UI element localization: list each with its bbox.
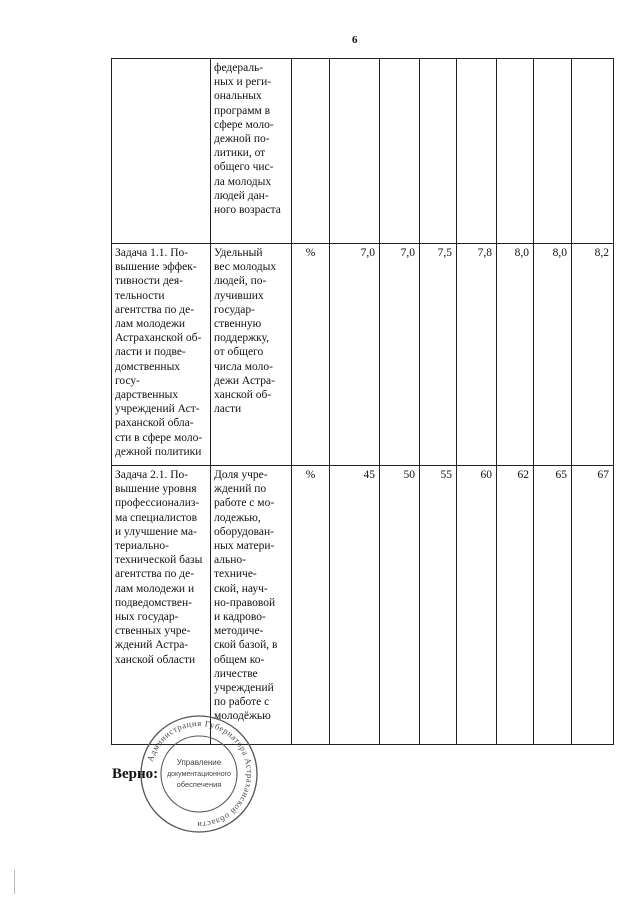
value-cell (497, 59, 534, 244)
task-cell: Задача 2.1. По- вышение уровня профессионализ- ма специалистов и улучшение ма- териально- технической базы агентства по де- лам молодежи и подведомствен- ных государ- ственных учре- ждений Астра- ханской области (112, 466, 211, 745)
value-cell (457, 59, 497, 244)
task-cell: Задача 1.1. По- вышение эффек- тивности дея- тельности агентства по де- лам молодежи Астраханской об- ласти и подве- домственных госу- дарственных учреждений Аст- раханской обла- сти в сфере моло- дежной политики (112, 244, 211, 466)
value-cell (572, 59, 614, 244)
stamp-center-line: документационного (167, 771, 231, 778)
stamp-center-line: обеспечения (176, 780, 222, 789)
value-cell (420, 59, 457, 244)
value-cell (330, 59, 380, 244)
unit-cell: % (292, 466, 330, 745)
value-cell: 8,2 (572, 244, 614, 466)
value-cell: 7,0 (330, 244, 380, 466)
table-row (112, 244, 614, 466)
unit-cell: % (292, 244, 330, 466)
value-cell: 60 (457, 466, 497, 745)
table-row (112, 59, 614, 244)
scan-margin-mark (14, 870, 15, 894)
indicator-cell: федераль- ных и реги- ональных программ в сфере моло- дежной по- литики, от общего чис- ла молодых людей дан- ного возраста (211, 59, 292, 244)
indicator-cell: Доля учре- ждений по работе с мо- лодежью, оборудован- ных матери- ально- техниче- ской, науч- но-правовой и кадрово- методиче- ской базой, в общем ко- личестве учреждений по работе с молодёжью (211, 466, 292, 745)
value-cell: 7,0 (380, 244, 420, 466)
value-cell (534, 59, 572, 244)
value-cell: 67 (572, 466, 614, 745)
value-cell: 8,0 (497, 244, 534, 466)
value-cell: 45 (330, 466, 380, 745)
value-cell (380, 59, 420, 244)
signature-verno: Верно: (112, 766, 159, 782)
value-cell: 62 (497, 466, 534, 745)
task-cell (112, 59, 211, 244)
indicators-table (111, 58, 614, 745)
value-cell: 65 (534, 466, 572, 745)
page-number: 6 (352, 34, 358, 46)
official-stamp (138, 713, 260, 835)
stamp-center-line: Управление (176, 758, 222, 767)
value-cell: 50 (380, 466, 420, 745)
value-cell: 55 (420, 466, 457, 745)
stamp-ring-text: Администрация Губернатора Астраханской области (144, 717, 256, 831)
value-cell: 7,8 (457, 244, 497, 466)
value-cell: 8,0 (534, 244, 572, 466)
value-cell: 7,5 (420, 244, 457, 466)
table-row (112, 466, 614, 745)
indicator-cell: Удельный вес молодых людей, по- лучивших государ- ственную поддержку, от общего числа моло- дежи Астра- ханской об- ласти (211, 244, 292, 466)
unit-cell (292, 59, 330, 244)
